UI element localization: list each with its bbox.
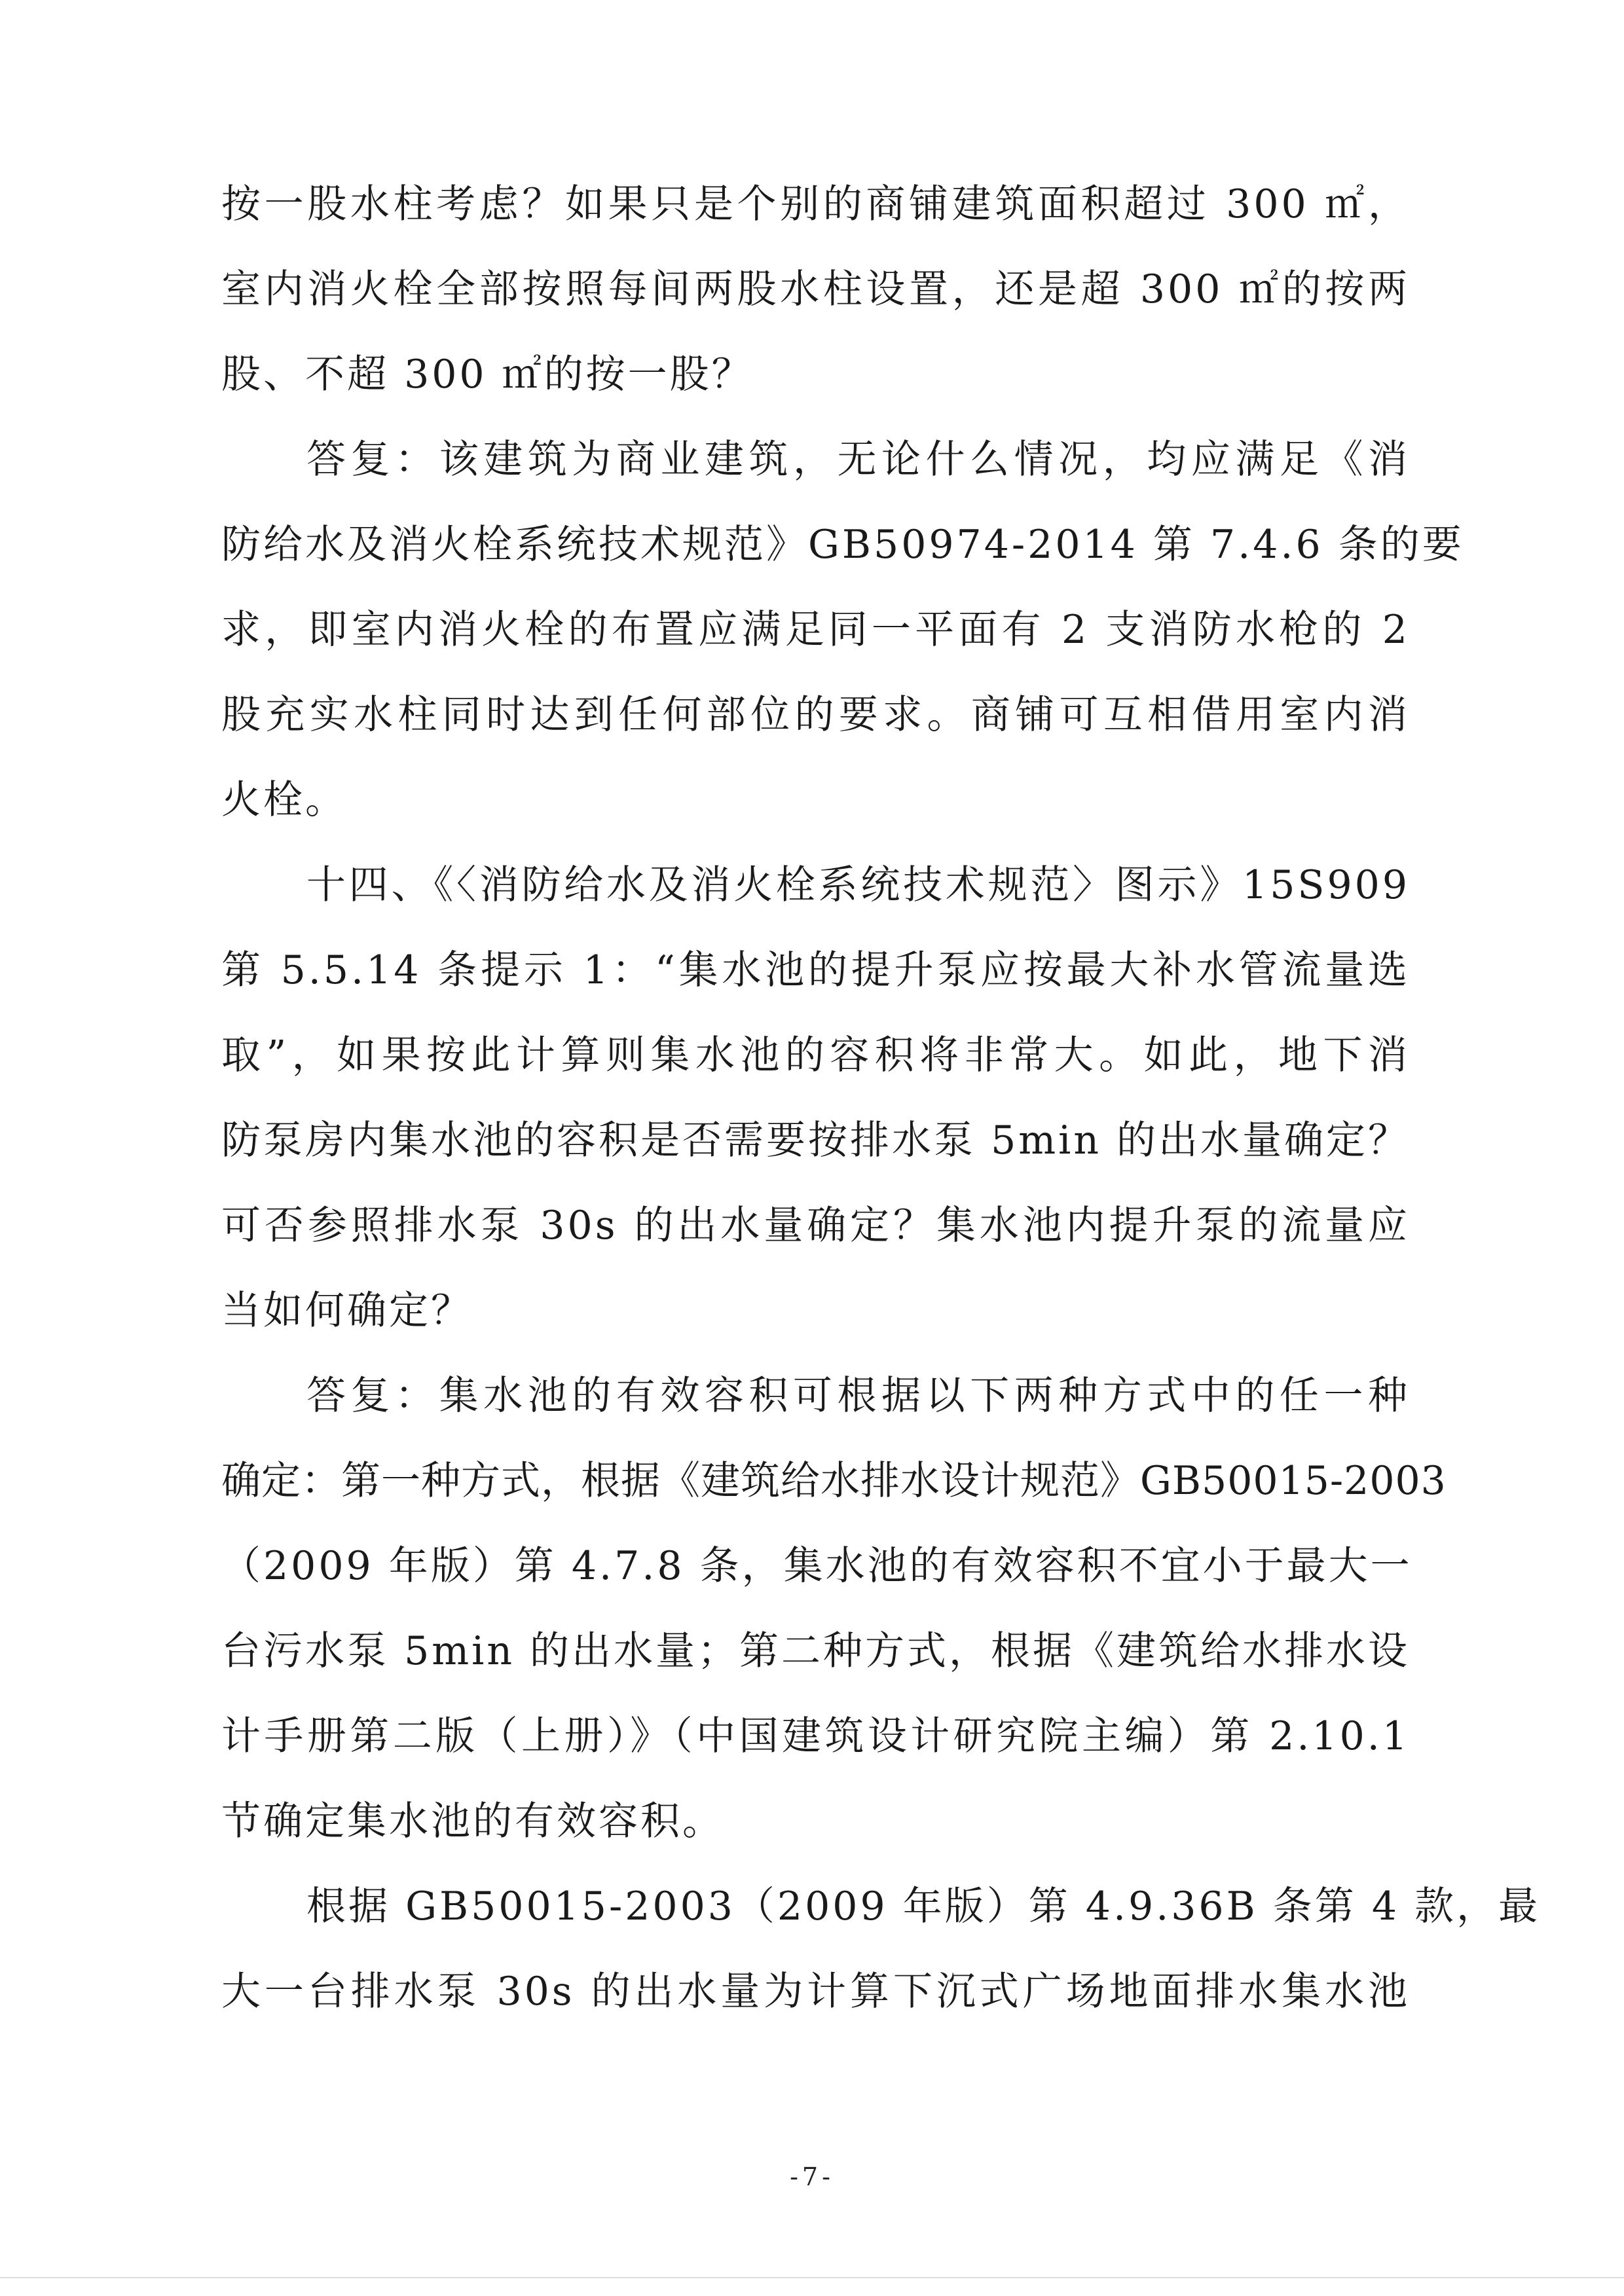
text-line: （2009 年版）第 4.7.8 条，集水池的有效容积不宜小于最大一 [221, 1543, 1412, 1589]
text-line: 求，即室内消火栓的布置应满足同一平面有 2 支消防水枪的 2 [221, 607, 1410, 653]
text-line: 防给水及消火栓系统技术规范》GB50974-2014 第 7.4.6 条的要 [221, 522, 1464, 568]
text-line: 台污水泵 5min 的出水量；第二种方式，根据《建筑给水排水设 [221, 1628, 1411, 1674]
text-line: 当如何确定？ [221, 1288, 473, 1334]
text-line: 大一台排水泵 30s 的出水量为计算下沉式广场地面排水集水池 [221, 1969, 1410, 2014]
text-line: 室内消火栓全部按照每间两股水柱设置，还是超 300 ㎡的按两 [221, 266, 1410, 312]
text-line: 第 5.5.14 条提示 1：“集水池的提升泵应按最大补水管流量选 [221, 947, 1410, 993]
paragraph-first-line: 十四、《〈消防给水及消火栓系统技术规范〉图示》15S909 [306, 862, 1410, 908]
text-line: 计手册第二版（上册）》（中国建筑设计研究院主编）第 2.10.1 [221, 1713, 1410, 1759]
text-line: 火栓。 [221, 777, 347, 823]
text-line: 取”，如果按此计算则集水池的容积将非常大。如此，地下消 [221, 1032, 1410, 1078]
text-line: 防泵房内集水池的容积是否需要按排水泵 5min 的出水量确定？ [221, 1118, 1411, 1163]
page-number: -7- [790, 2162, 834, 2191]
text-line: 股、不超 300 ㎡的按一股？ [221, 352, 754, 397]
text-line: 按一股水柱考虑？如果只是个别的商铺建筑面积超过 300 ㎡， [221, 181, 1410, 227]
text-line: 股充实水柱同时达到任何部位的要求。商铺可互相借用室内消 [221, 692, 1410, 738]
scan-edge-divider [0, 2277, 1624, 2278]
paragraph-first-line: 答复：该建筑为商业建筑，无论什么情况，均应满足《消 [306, 437, 1410, 483]
text-line: 节确定集水池的有效容积。 [221, 1798, 724, 1844]
paragraph-first-line: 根据 GB50015-2003（2009 年版）第 4.9.36B 条第 4 款，最 [306, 1884, 1541, 1929]
text-line: 可否参照排水泵 30s 的出水量确定？集水池内提升泵的流量应 [221, 1203, 1410, 1248]
text-line: 确定：第一种方式，根据《建筑给水排水设计规范》GB50015-2003 [221, 1458, 1447, 1504]
paragraph-first-line: 答复：集水池的有效容积可根据以下两种方式中的任一种 [306, 1373, 1410, 1419]
